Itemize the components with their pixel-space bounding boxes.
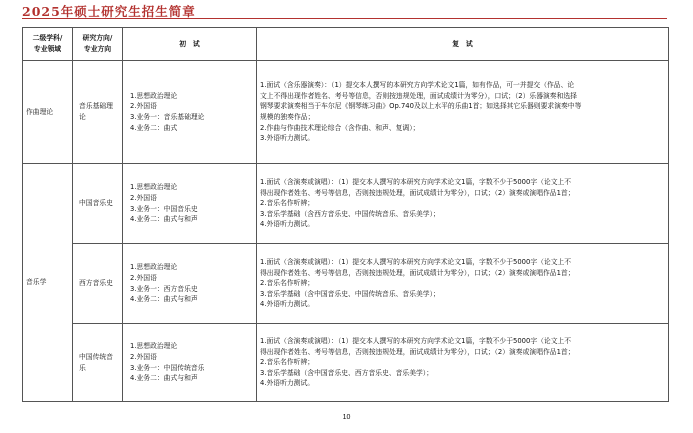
header-rule [22, 18, 667, 19]
discipline-cell: 音乐学 [23, 164, 73, 402]
table-row [23, 61, 669, 164]
direction-cell: 中国音乐史 [73, 164, 123, 244]
initial-exam-cell: 1.思想政治理论 2.外国语 3.业务一：西方音乐史 4.业务二：曲式与和声 [123, 244, 257, 324]
header-direction: 研究方向/ 专业方向 [73, 28, 123, 61]
table-header-row [23, 28, 669, 61]
table-row [23, 324, 669, 402]
retest-cell: 1.面试（含演奏或演唱）：（1）提交本人撰写的本研究方向学术论文1篇，字数不少于5000字（论文上不 得出现作者姓名、考号等信息，否则按违规处理，面试成绩计为零分），口试；（2）演奏或演唱作品1首； 2.音乐名作听辨； 3.音乐学基础（含中国音乐史、中国传统音乐、音乐美学）； 4.外语听力测试。 [257, 244, 669, 324]
direction-cell: 中国传统音乐 [73, 324, 123, 402]
header-retest: 复 试 [257, 28, 669, 61]
page-number: 10 [342, 414, 351, 421]
retest-cell: 1.面试（含演奏或演唱）：（1）提交本人撰写的本研究方向学术论文1篇，字数不少于5000字（论文上不 得出现作者姓名、考号等信息，否则按违规处理，面试成绩计为零分），口试；（2）演奏或演唱作品1首； 2.音乐名作听辨； 3.音乐学基础（含西方音乐史、中国传统音乐、音乐美学）； 4.外语听力测试。 [257, 164, 669, 244]
direction-cell: 音乐基础理论 [73, 61, 123, 164]
initial-exam-cell: 1.思想政治理论 2.外国语 3.业务一：中国音乐史 4.业务二：曲式与和声 [123, 164, 257, 244]
discipline-cell: 作曲理论 [23, 61, 73, 164]
direction-cell: 西方音乐史 [73, 244, 123, 324]
retest-cell: 1.面试（含乐器演奏）：（1）提交本人撰写的本研究方向学术论文1篇，如有作品，可一并提交（作品、论 文上不得出现作者姓名、考号等信息，否则按违规处理，面试成绩计为零分），口试；（2）乐器演奏和选择 钢琴要求演奏相当于车尔尼《钢琴练习曲》Op.740及以上水平的乐曲1首；如选择其它乐器则要求演奏中等 规模的独奏作品； 2.作曲与作曲技术理论综合（含作曲、和声、复调）； 3.外语听力测试。 [257, 61, 669, 164]
initial-exam-cell: 1.思想政治理论 2.外国语 3.业务一：中国传统音乐 4.业务二：曲式与和声 [123, 324, 257, 402]
table-row [23, 164, 669, 244]
retest-cell: 1.面试（含演奏或演唱）：（1）提交本人撰写的本研究方向学术论文1篇，字数不少于5000字（论文上不 得出现作者姓名、考号等信息，否则按违规处理，面试成绩计为零分），口试；（2）演奏或演唱作品1首； 2.音乐名作听辨； 3.音乐学基础（含中国音乐史、西方音乐史、音乐美学）； 4.外语听力测试。 [257, 324, 669, 402]
admissions-table [22, 27, 669, 402]
page-header-title: 2025年硕士研究生招生简章 [22, 4, 196, 19]
header-discipline: 二级学科/ 专业领域 [23, 28, 73, 61]
table-row [23, 244, 669, 324]
header-initial-exam: 初 试 [123, 28, 257, 61]
initial-exam-cell: 1.思想政治理论 2.外国语 3.业务一：音乐基础理论 4.业务二：曲式 [123, 61, 257, 164]
